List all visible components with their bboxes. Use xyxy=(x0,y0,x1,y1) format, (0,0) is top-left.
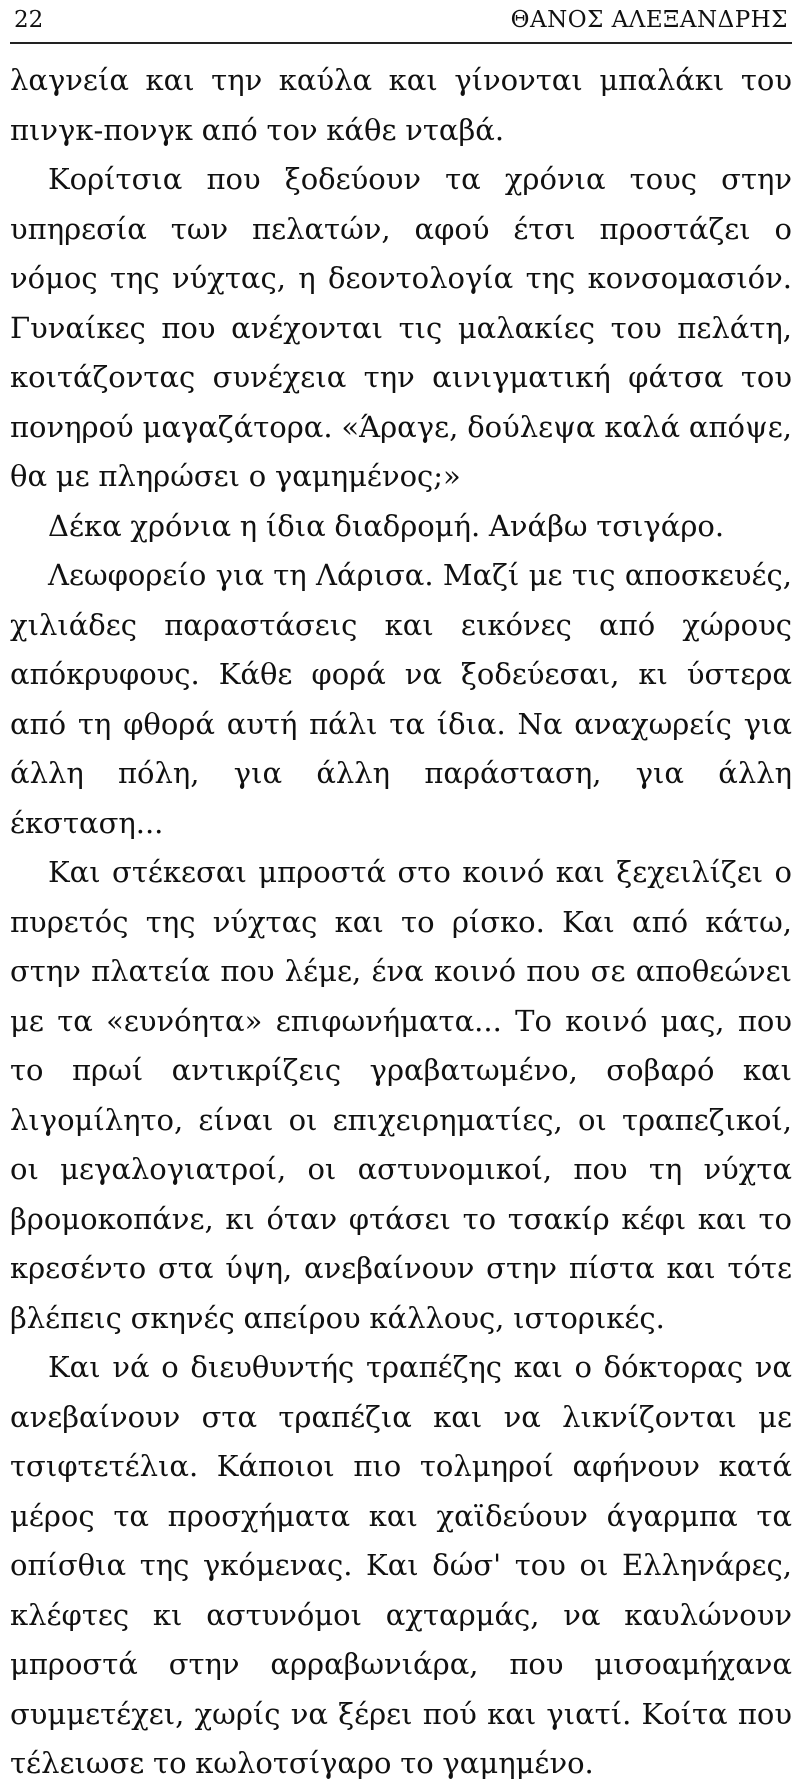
running-header xyxy=(10,0,792,40)
paragraph: Κορίτσια που ξοδεύουν τα χρόνια τους στην υπηρεσία των πελατών, αφού έτσι προστάζει ο νόμος της νύχτας, η δεοντολογία της κονσομασιόν. Γυναίκες που ανέχονται τις μαλακίες του πελάτη, κοιτάζοντας συνέχεια την αινιγματική φάτσα του πονηρού μαγαζάτορα. «Άραγε, δούλεψα καλά απόψε, θα με πληρώσει ο γαμημένος;» xyxy=(10,162,792,493)
paragraph: Και στέκεσαι μπροστά στο κοινό και ξεχειλίζει ο πυρετός της νύχτας και το ρίσκο. Και από κάτω, στην πλατεία που λέμε, ένα κοινό που σε αποθεώνει με τα «ευνόητα» επιφωνήματα... Το κοινό μας, που το πρωί αντικρίζεις γραβατωμένο, σοβαρό και λιγομίλητο, είναι οι επιχειρηματίες, οι τραπεζικοί, οι μεγαλογιατροί, οι αστυνομικοί, που τη νύχτα βρομοκοπάνε, κι όταν φτάσει το τσακίρ κέφι και το κρεσέντο στα ύψη, ανεβαίνουν στην πίστα και τότε βλέπεις σκηνές απείρου κάλλους, ιστορικές. xyxy=(10,855,792,1335)
paragraph: Και νά ο διευθυντής τραπέζης και ο δόκτορας να ανεβαίνουν στα τραπέζια και να λικνίζονται με τσιφτετέλια. Κάποιοι πιο τολμηροί αφήνουν κατά μέρος τα προσχήματα και χαϊδεύουν άγαρμπα τα οπίσθια της γκόμενας. Και δώσ' του οι Ελληνάρες, κλέφτες κι αστυνόμοι αχταρμάς, να καυλώνουν μπροστά στην αρραβωνιάρα, που μισοαμήχανα συμμετέχει, χωρίς να ξέρει πού και γιατί. Κοίτα που τέλειωσε το κωλοτσίγαρο το γαμημένο. xyxy=(10,1350,792,1780)
paragraph: Δέκα χρόνια η ίδια διαδρομή. Ανάβω τσιγάρο. xyxy=(48,508,725,543)
header-rule xyxy=(10,42,792,44)
body-text xyxy=(10,56,792,1789)
paragraph-continuation: λαγνεία και την καύλα και γίνονται μπαλάκι του πινγκ-πονγκ από τον κάθε νταβά. xyxy=(10,63,792,147)
author-name: ΘΑΝΟΣ ΑΛΕΞΑΝΔΡΗΣ xyxy=(510,7,788,33)
page-number: 22 xyxy=(14,7,44,33)
paragraph: Λεωφορείο για τη Λάρισα. Μαζί με τις αποσκευές, χιλιάδες παραστάσεις και εικόνες από χώρους απόκρυφους. Κάθε φορά να ξοδεύεσαι, κι ύστερα από τη φθορά αυτή πάλι τα ίδια. Να αναχωρείς για άλλη πόλη, για άλλη παράσταση, για άλλη έκσταση... xyxy=(10,558,792,840)
